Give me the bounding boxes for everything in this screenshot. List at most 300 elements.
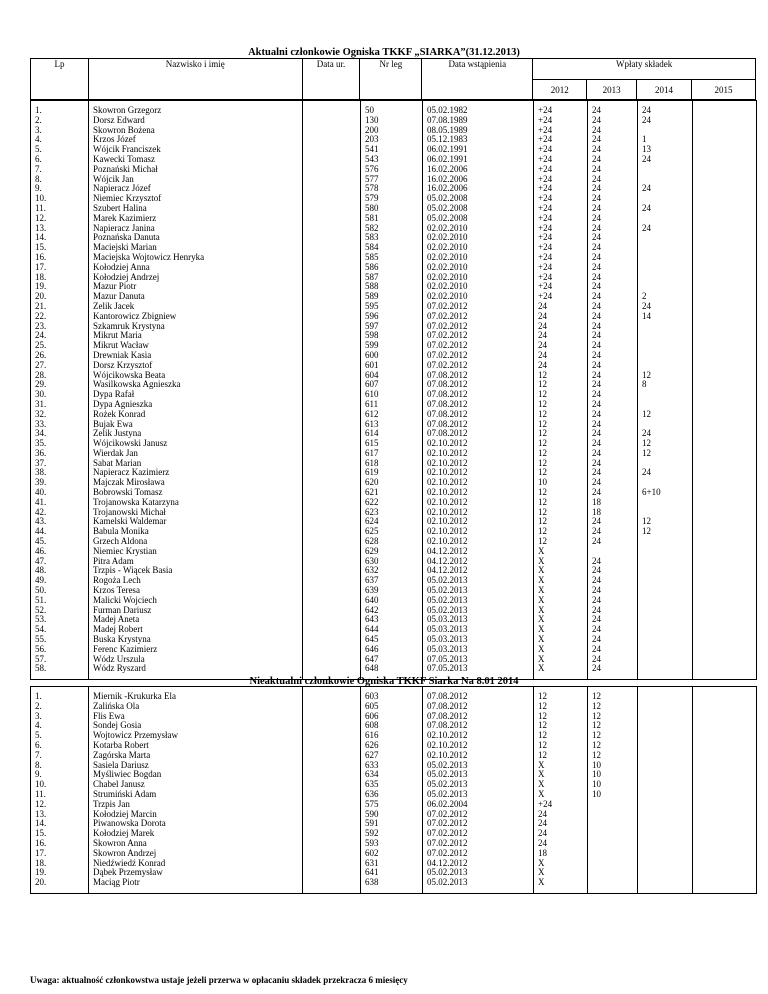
row-2013: 24 [588,224,638,234]
row-dob [303,527,361,537]
row-nr: 617 [361,449,423,459]
table-row [31,312,757,322]
row-2015 [693,214,757,224]
row-dob [303,721,361,731]
row-2012: +24 [534,282,588,292]
row-2014 [638,655,693,665]
row-2013: 24 [588,429,638,439]
row-2015 [693,204,757,214]
inactive-members-title: Nieaktualni członkowie Ogniska TKKF Siarka Na 8.01 2014 [249,676,519,687]
row-nr: 586 [361,263,423,273]
row-lp: 14. [31,233,89,243]
row-2013: 24 [588,371,638,381]
row-joined: 08.05.1989 [423,126,534,136]
row-2013: 24 [588,439,638,449]
row-dob [303,282,361,292]
row-nr: 627 [361,751,423,761]
row-lp: 7. [31,751,89,761]
row-joined: 07.08.2012 [423,380,534,390]
row-2015 [693,371,757,381]
row-2013 [588,849,638,859]
row-2014 [638,829,693,839]
table-row [31,655,757,665]
table-row [31,371,757,381]
row-dob [303,702,361,712]
row-2015 [693,282,757,292]
row-joined: 02.02.2010 [423,233,534,243]
row-2012: 12 [534,449,588,459]
table-row [31,253,757,263]
row-joined: 07.08.2012 [423,390,534,400]
row-2014: 24 [638,302,693,312]
row-2013: 24 [588,468,638,478]
row-name: Maciejska Wojtowicz Henryka [89,253,303,263]
footnote: Uwaga: aktualność członkowstwa ustaje jeżeli przerwa w opłacaniu składek przekracza 6 miesięcy [30,975,408,985]
table-row [31,849,757,859]
header-nr: Nr leg [360,59,422,100]
table-row [31,780,757,790]
row-lp: 2. [31,116,89,126]
row-2013: 24 [588,478,638,488]
row-2012: 12 [534,410,588,420]
row-lp: 23. [31,322,89,332]
row-dob [303,351,361,361]
row-lp: 50. [31,586,89,596]
row-2014 [638,194,693,204]
row-2012: 24 [534,341,588,351]
row-name: Poznański Michał [89,165,303,175]
row-2014 [638,664,693,674]
row-2012: +24 [534,800,588,810]
row-2015 [693,116,757,126]
row-2015 [693,449,757,459]
row-lp: 46. [31,547,89,557]
row-dob [303,194,361,204]
row-2015 [693,331,757,341]
row-nr: 608 [361,721,423,731]
row-joined: 02.02.2010 [423,273,534,283]
row-2014: 12 [638,449,693,459]
row-2014 [638,596,693,606]
row-nr: 619 [361,468,423,478]
row-nr: 590 [361,810,423,820]
row-joined: 02.10.2012 [423,439,534,449]
row-dob [303,615,361,625]
row-2015 [693,770,757,780]
row-joined: 07.02.2012 [423,312,534,322]
row-nr: 587 [361,273,423,283]
table-row [31,165,757,175]
row-2012: X [534,606,588,616]
row-nr: 613 [361,420,423,430]
row-2012: 24 [534,312,588,322]
row-name: Sabat Marian [89,459,303,469]
row-2015 [693,390,757,400]
row-2013 [588,810,638,820]
row-2014: 24 [638,429,693,439]
row-2012: +24 [534,126,588,136]
row-2013: 24 [588,566,638,576]
row-joined: 16.02.2006 [423,165,534,175]
row-2013: 24 [588,126,638,136]
row-nr: 611 [361,400,423,410]
row-2012: 12 [534,371,588,381]
row-2012: X [534,859,588,869]
row-2012: X [534,790,588,800]
row-dob [303,116,361,126]
row-2015 [693,761,757,771]
row-name: Piwanowska Dorota [89,819,303,829]
table-row [31,508,757,518]
row-nr: 643 [361,615,423,625]
row-2013: 24 [588,204,638,214]
row-2013: 24 [588,292,638,302]
row-2012: +24 [534,106,588,116]
row-dob [303,331,361,341]
row-2013 [588,868,638,878]
row-joined: 05.03.2013 [423,645,534,655]
row-nr: 626 [361,741,423,751]
row-2014 [638,731,693,741]
row-lp: 19. [31,282,89,292]
row-2015 [693,253,757,263]
row-2015 [693,606,757,616]
row-2013: 24 [588,233,638,243]
row-2012: +24 [534,194,588,204]
row-name: Niemiec Krystian [89,547,303,557]
row-lp: 15. [31,243,89,253]
header-lp: Lp [31,59,89,100]
row-2015 [693,175,757,185]
table-row [31,731,757,741]
row-nr: 642 [361,606,423,616]
row-2013 [588,829,638,839]
row-2015 [693,635,757,645]
row-nr: 598 [361,331,423,341]
table-row [31,331,757,341]
row-2014 [638,635,693,645]
row-2015 [693,586,757,596]
row-joined: 05.02.2013 [423,576,534,586]
table-row [31,224,757,234]
row-2012: X [534,586,588,596]
row-name: Madej Robert [89,625,303,635]
row-2012: 12 [534,390,588,400]
row-joined: 02.10.2012 [423,527,534,537]
table-row [31,625,757,635]
row-name: Trzpis - Wiącek Basia [89,566,303,576]
row-dob [303,184,361,194]
row-dob [303,566,361,576]
row-dob [303,135,361,145]
row-joined: 07.02.2012 [423,839,534,849]
row-joined: 07.02.2012 [423,810,534,820]
row-dob [303,761,361,771]
row-2013: 10 [588,770,638,780]
row-2013: 12 [588,751,638,761]
row-nr: 588 [361,282,423,292]
row-2014 [638,126,693,136]
row-nr: 597 [361,322,423,332]
row-name: Marek Kazimierz [89,214,303,224]
row-2014 [638,819,693,829]
table-row [31,361,757,371]
table-row [31,175,757,185]
row-name: Mikrut Maria [89,331,303,341]
row-nr: 583 [361,233,423,243]
row-nr: 647 [361,655,423,665]
row-joined: 16.02.2006 [423,175,534,185]
row-name: Bujak Ewa [89,420,303,430]
table-row [31,351,757,361]
row-joined: 02.10.2012 [423,468,534,478]
row-2015 [693,429,757,439]
row-2014 [638,547,693,557]
row-2012: +24 [534,292,588,302]
row-2014: 24 [638,155,693,165]
table-row [31,420,757,430]
table-row [31,868,757,878]
row-nr: 582 [361,224,423,234]
row-lp: 29. [31,380,89,390]
row-nr: 624 [361,517,423,527]
row-2013: 24 [588,175,638,185]
row-name: Kołodziej Marcin [89,810,303,820]
row-lp: 35. [31,439,89,449]
row-joined: 05.12.1983 [423,135,534,145]
row-2012: 12 [534,721,588,731]
row-nr: 633 [361,761,423,771]
row-2013: 24 [588,106,638,116]
row-name: Maciejski Marian [89,243,303,253]
table-row [31,645,757,655]
row-2015 [693,702,757,712]
row-name: Wójcikowski Janusz [89,439,303,449]
row-name: Zelik Justyna [89,429,303,439]
row-2013 [588,859,638,869]
row-lp: 49. [31,576,89,586]
row-2014 [638,712,693,722]
row-nr: 632 [361,566,423,576]
row-dob [303,488,361,498]
row-2012: 24 [534,819,588,829]
row-2014 [638,557,693,567]
row-2015 [693,596,757,606]
row-2015 [693,224,757,234]
row-2012: +24 [534,184,588,194]
table-row [31,282,757,292]
row-name: Wójcik Jan [89,175,303,185]
table-row [31,586,757,596]
row-2015 [693,625,757,635]
table-row [31,557,757,567]
row-2015 [693,322,757,332]
row-name: Dorsz Krzysztof [89,361,303,371]
row-2012: X [534,615,588,625]
row-nr: 623 [361,508,423,518]
row-2012: 12 [534,712,588,722]
row-joined: 05.03.2013 [423,635,534,645]
row-2014: 1 [638,135,693,145]
row-name: Kamelski Waldemar [89,517,303,527]
row-2015 [693,849,757,859]
row-2012: 12 [534,439,588,449]
row-2013: 24 [588,557,638,567]
row-name: Kawecki Tomasz [89,155,303,165]
table-row [31,184,757,194]
row-nr: 607 [361,380,423,390]
row-name: Skowron Andrzej [89,849,303,859]
row-name: Wasilkowska Agnieszka [89,380,303,390]
row-2014 [638,331,693,341]
row-name: Kołodziej Marek [89,829,303,839]
table-row [31,449,757,459]
row-dob [303,751,361,761]
row-nr: 585 [361,253,423,263]
row-2012: 24 [534,322,588,332]
row-2015 [693,194,757,204]
row-2012: 12 [534,537,588,547]
row-dob [303,224,361,234]
row-lp: 45. [31,537,89,547]
row-nr: 600 [361,351,423,361]
row-lp: 25. [31,341,89,351]
row-2013: 24 [588,302,638,312]
row-name: Dypa Agnieszka [89,400,303,410]
row-dob [303,692,361,702]
row-dob [303,741,361,751]
row-dob [303,731,361,741]
row-2013: 24 [588,361,638,371]
row-joined: 02.10.2012 [423,731,534,741]
row-2013: 24 [588,341,638,351]
row-2013: 24 [588,194,638,204]
row-2012: 12 [534,488,588,498]
row-nr: 621 [361,488,423,498]
row-2014: 24 [638,468,693,478]
header-year-2014: 2014 [637,80,692,100]
row-nr: 630 [361,557,423,567]
row-joined: 05.02.1982 [423,106,534,116]
row-nr: 541 [361,145,423,155]
row-name: Dąbek Przemysław [89,868,303,878]
row-2013 [588,547,638,557]
row-nr: 591 [361,819,423,829]
row-2015 [693,263,757,273]
row-lp: 31. [31,400,89,410]
row-name: Napieracz Kazimierz [89,468,303,478]
row-lp: 56. [31,645,89,655]
table-row [31,761,757,771]
row-lp: 36. [31,449,89,459]
row-dob [303,292,361,302]
row-2015 [693,537,757,547]
row-2015 [693,292,757,302]
row-2015 [693,233,757,243]
row-joined: 05.02.2008 [423,214,534,224]
row-nr: 605 [361,702,423,712]
table-row [31,615,757,625]
row-2013: 24 [588,586,638,596]
row-lp: 18. [31,859,89,869]
row-nr: 636 [361,790,423,800]
row-lp: 22. [31,312,89,322]
row-joined: 02.02.2010 [423,263,534,273]
row-2012: +24 [534,155,588,165]
row-2014 [638,606,693,616]
row-2015 [693,341,757,351]
row-2015 [693,655,757,665]
row-lp: 10. [31,194,89,204]
table-row [31,547,757,557]
row-2015 [693,819,757,829]
row-nr: 639 [361,586,423,596]
row-2013: 24 [588,184,638,194]
row-lp: 3. [31,712,89,722]
row-2013: 24 [588,263,638,273]
row-2015 [693,692,757,702]
row-nr: 576 [361,165,423,175]
row-dob [303,790,361,800]
row-joined: 02.10.2012 [423,517,534,527]
row-joined: 05.02.2013 [423,878,534,888]
row-joined: 07.08.2012 [423,721,534,731]
row-joined: 02.02.2010 [423,292,534,302]
row-2013: 24 [588,459,638,469]
row-joined: 07.08.2012 [423,371,534,381]
row-joined: 05.02.2013 [423,780,534,790]
row-lp: 43. [31,517,89,527]
row-2014 [638,868,693,878]
row-dob [303,800,361,810]
table-row [31,429,757,439]
row-dob [303,204,361,214]
row-2012: 12 [534,741,588,751]
table-row [31,204,757,214]
row-joined: 05.03.2013 [423,625,534,635]
row-lp: 42. [31,508,89,518]
row-joined: 07.02.2012 [423,341,534,351]
table-row [31,155,757,165]
row-lp: 11. [31,790,89,800]
row-lp: 12. [31,214,89,224]
row-lp: 10. [31,780,89,790]
table-row [31,380,757,390]
row-joined: 05.03.2013 [423,615,534,625]
row-2014 [638,625,693,635]
row-joined: 07.02.2012 [423,322,534,332]
row-lp: 58. [31,664,89,674]
row-nr: 603 [361,692,423,702]
row-2013: 12 [588,692,638,702]
row-2013 [588,878,638,888]
row-2012: 12 [534,731,588,741]
row-2014 [638,878,693,888]
row-2015 [693,165,757,175]
row-2012: X [534,878,588,888]
row-lp: 4. [31,721,89,731]
row-2013: 24 [588,116,638,126]
row-lp: 37. [31,459,89,469]
table-row [31,606,757,616]
row-2015 [693,351,757,361]
row-nr: 575 [361,800,423,810]
row-dob [303,420,361,430]
row-2013: 24 [588,596,638,606]
row-2013: 24 [588,517,638,527]
row-joined: 05.02.2013 [423,790,534,800]
table-row [31,537,757,547]
